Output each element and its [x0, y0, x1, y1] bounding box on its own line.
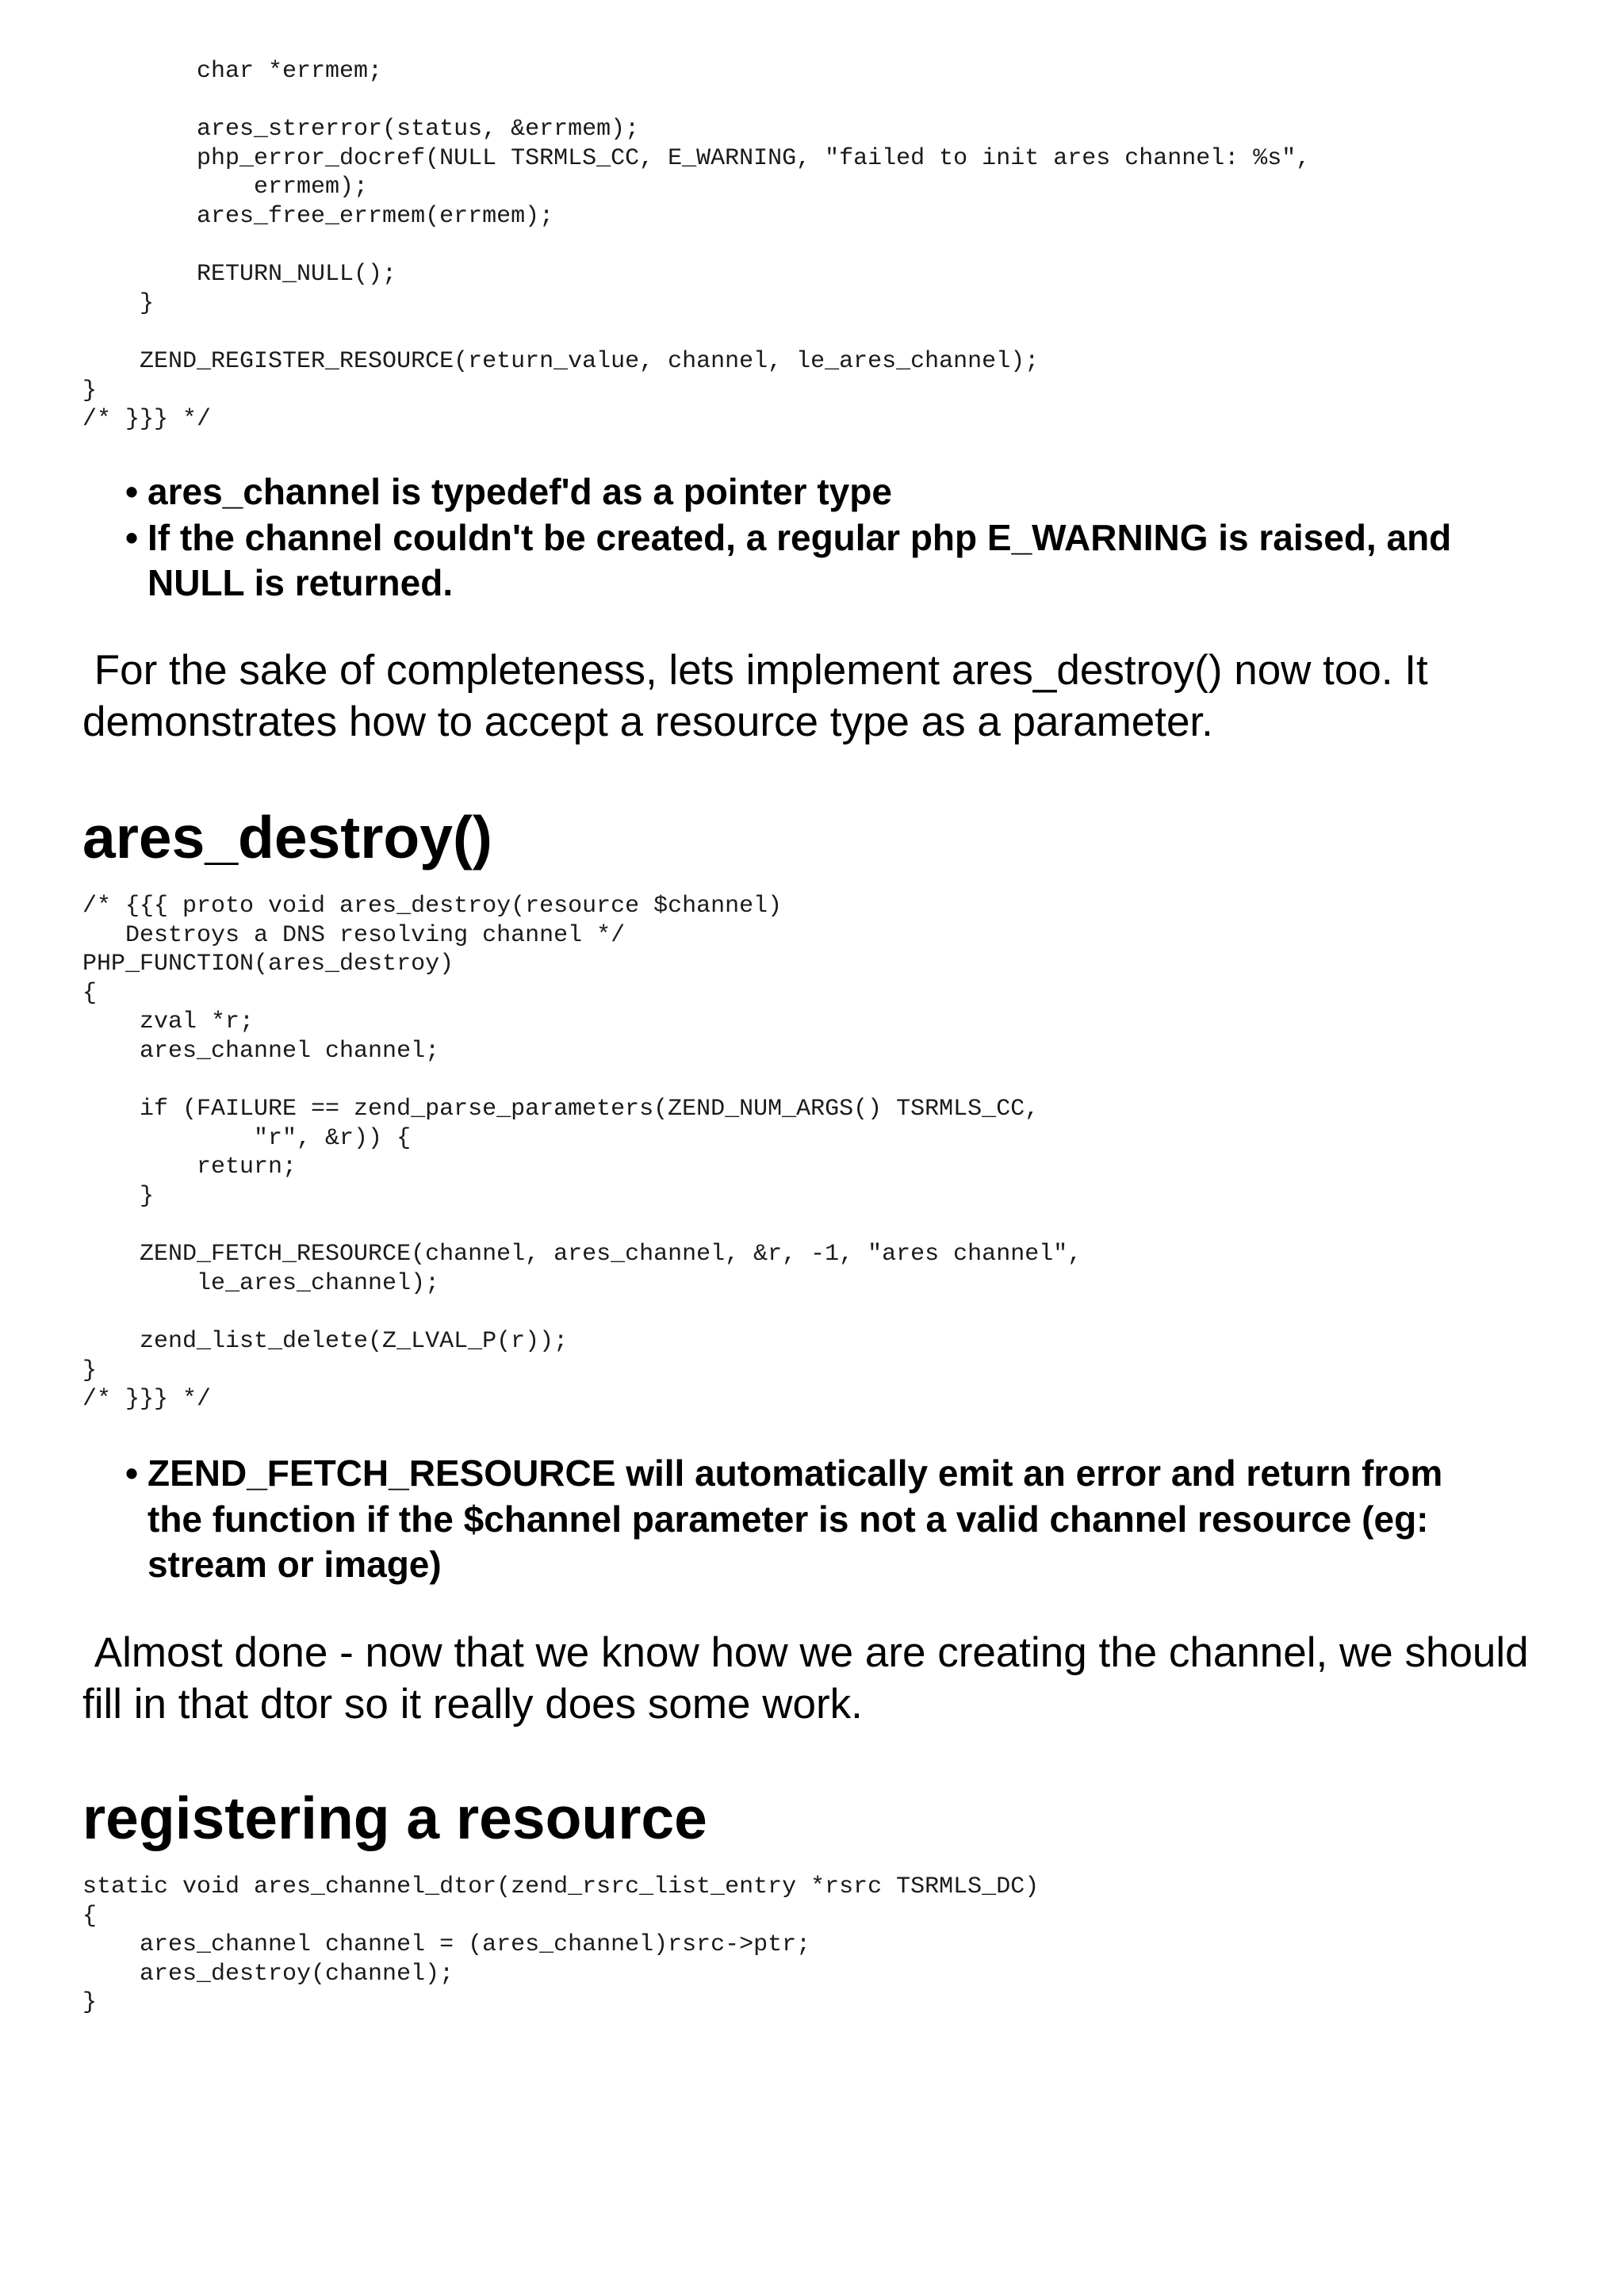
bullet-list-fetch-resource — [125, 1451, 1473, 1588]
section-heading-ares-destroy: ares_destroy() — [82, 804, 492, 871]
paragraph-completeness: For the sake of completeness, lets implement ares_destroy() now too. It demonstrates how to accept a resource type as a parameter. — [82, 647, 1440, 745]
code-block-init-error-handling: char *errmem; ares_strerror(status, &errmem); php_error_docref(NULL TSRMLS_CC, E_WARNING, "failed to init ares channel: %s", errmem); ares_free_errmem(errmem); RETURN_NULL(); } ZEND_REGISTER_RESOURCE(return_value, channel, le_ares_channel); } /* }}} */ — [82, 58, 1311, 434]
bullet-list-channel-notes — [125, 469, 1473, 607]
code-block-channel-dtor: static void ares_channel_dtor(zend_rsrc_list_entry *rsrc TSRMLS_DC) { ares_channel channel = (ares_channel)rsrc->ptr; ares_destroy(channel); } — [82, 1873, 1040, 2017]
bullet-item: • ZEND_FETCH_RESOURCE will automatically emit an error and return from the function if the $channel parameter is not a valid channel resource (eg: stream or image) — [125, 1451, 1473, 1588]
code-block-ares-destroy: /* {{{ proto void ares_destroy(resource $channel) Destroys a DNS resolving channel */ PHP_FUNCTION(ares_destroy) { zval *r; ares_channel channel; if (FAILURE == zend_parse_parameters(ZEND_NUM_ARGS() TSRMLS_CC, "r", &r)) { return; } ZEND_FETCH_RESOURCE(channel, ares_channel, &r, -1, "ares channel", le_ares_channel); zend_list_delete(Z_LVAL_P(r)); } /* }}} */ — [82, 893, 1082, 1414]
section-heading-registering-resource: registering a resource — [82, 1785, 707, 1851]
bullet-item: • ares_channel is typedef'd as a pointer type — [125, 469, 1473, 515]
paragraph-almost-done: Almost done - now that we know how we are creating the channel, we should fill in that dtor so it really does some work. — [82, 1629, 1541, 1728]
bullet-item: • If the channel couldn't be created, a regular php E_WARNING is raised, and NULL is returned. — [125, 515, 1473, 607]
